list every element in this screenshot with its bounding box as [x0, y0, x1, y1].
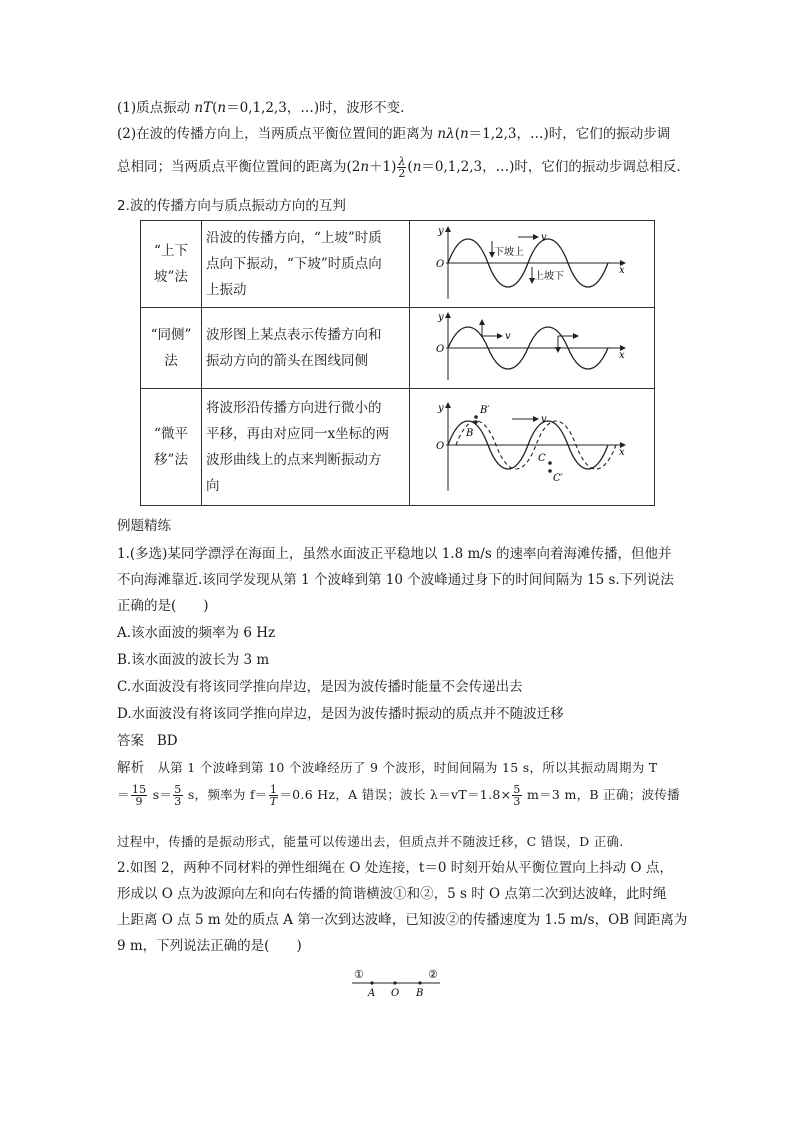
method-figure	[410, 389, 655, 506]
q2-line: 上距离 O 点 5 m 处的质点 A 第一次到达波峰，已知波②的传播速度为 1.5 m/s，OB 间距离为	[117, 912, 688, 928]
table-row	[141, 308, 655, 389]
rule-2-text: (2)在波的传播方向上，当两质点平衡位置间的距离为	[117, 126, 438, 142]
axis-x-label: x	[619, 447, 625, 458]
q1-answer	[117, 731, 178, 751]
analysis-label: 解析	[117, 760, 145, 776]
desc-line: 上振动	[206, 282, 247, 298]
fraction	[131, 784, 148, 807]
analysis-text: s，频率为 f＝	[187, 787, 268, 802]
axis-y-label: y	[438, 312, 444, 323]
frac-num: 5	[513, 783, 521, 796]
rule-1-n: n	[217, 100, 227, 116]
desc-line: 波形图上某点表示传播方向和	[206, 327, 382, 343]
desc-line: 沿波的传播方向，“上坡”时质	[206, 230, 382, 246]
method-name	[141, 389, 202, 506]
point-b-prime-label: B′	[480, 405, 490, 416]
rope-diagram	[340, 966, 450, 1002]
rule-2-paren: (	[454, 126, 460, 142]
method-name-line: 法	[164, 353, 178, 369]
point-b-label: B	[416, 988, 424, 999]
rule-1-paren: (	[212, 100, 218, 116]
rule-2	[117, 124, 670, 144]
method-description	[202, 221, 410, 308]
rule-3-plus: ＋1)	[369, 159, 397, 175]
rule-2-n: n	[459, 126, 469, 142]
q1-line: 正确的是( )	[117, 598, 209, 614]
frac-den: T	[269, 795, 278, 808]
examples-title: 例题精练	[117, 518, 171, 534]
rule-2-tail: ＝1,2,3，…)时，它们的振动步调	[468, 126, 671, 142]
rule-3	[117, 156, 681, 179]
point-c-prime-label: C′	[553, 473, 563, 484]
wave-2-label: ②	[428, 968, 438, 981]
point-o-label: O	[391, 988, 400, 999]
analysis-text: ＝0.6 Hz，A 错误；波长 λ＝vT＝1.8×	[279, 787, 512, 802]
rule-1	[117, 98, 404, 118]
answer-value: BD	[156, 733, 178, 749]
rule-1-text: (1)质点振动	[117, 100, 195, 116]
fraction	[173, 784, 182, 807]
desc-line: 振动方向的箭头在图线同侧	[206, 353, 368, 369]
frac-num: λ	[398, 155, 406, 168]
method-figure	[410, 221, 655, 308]
origin-label: O	[436, 441, 445, 452]
desc-line: 点向下振动，“下坡”时质点向	[206, 256, 382, 272]
rule-3-n2: n	[412, 159, 422, 175]
axis-x-label: x	[619, 350, 625, 361]
slope-label-up: 上坡下	[534, 271, 564, 282]
frac-den: 3	[513, 795, 521, 808]
frac-den: 2	[398, 167, 406, 180]
frac-den: 3	[174, 795, 182, 808]
section-2-title: 2.波的传播方向与质点振动方向的互判	[117, 198, 346, 214]
axis-x-label: x	[619, 265, 625, 276]
same-side-method-diagram	[410, 308, 654, 384]
method-name	[141, 308, 202, 389]
fraction	[269, 784, 279, 807]
q1-analysis-line: 过程中，传播的是振动形式，能量可以传递出去，但质点并不随波迁移，C 错误，D 正确.	[117, 834, 624, 849]
q1-analysis-line	[117, 758, 658, 778]
shift-method-diagram	[410, 389, 654, 501]
lambda-half-fraction	[397, 156, 406, 179]
method-description	[202, 389, 410, 506]
axis-y-label: y	[438, 403, 444, 414]
rule-2-nlambda: nλ	[437, 126, 455, 142]
analysis-text: m＝3 m，B 正确；波传播	[526, 787, 680, 802]
method-name	[141, 221, 202, 308]
rule-3-tail: ＝0,1,2,3，…)时，它们的振动步调总相反.	[421, 159, 681, 175]
analysis-text: 从第 1 个波峰到第 10 个波峰经历了 9 个波形，时间间隔为 15 s，所以其振动周期为 T	[157, 760, 658, 775]
desc-line: 波形曲线上的点来判断振动方	[206, 452, 382, 468]
rule-3-paren: (	[407, 159, 413, 175]
method-name-line: “上下	[154, 243, 188, 259]
frac-num: 15	[131, 783, 147, 796]
frac-num: 5	[174, 783, 182, 796]
table-row	[141, 389, 655, 506]
origin-label: O	[436, 344, 445, 355]
analysis-text: s＝	[152, 787, 173, 802]
q1-option-d: D.水面波没有将该同学推向岸边，是因为波传播时振动的质点并不随波迁移	[117, 706, 564, 722]
v-label: v	[505, 331, 511, 342]
desc-line: 平移，再由对应同一x坐标的两	[206, 426, 390, 442]
answer-label: 答案	[117, 733, 144, 749]
method-name-line: “同侧”	[150, 327, 192, 343]
point-a-label: A	[368, 988, 376, 999]
wave-1-label: ①	[354, 968, 364, 981]
q1-analysis-line	[117, 784, 680, 807]
rule-3-n: n	[360, 159, 370, 175]
q1-line: 不向海滩靠近.该同学发现从第 1 个波峰到第 10 个波峰通过身下的时间间隔为 15 s.下列说法	[117, 572, 674, 588]
point-c-label: C	[538, 453, 546, 464]
analysis-eq: ＝	[117, 787, 130, 802]
method-name-line: “微平	[154, 426, 188, 442]
method-figure	[410, 308, 655, 389]
rule-3-text: 总相同；当两质点平衡位置间的距离为(2	[117, 159, 361, 175]
method-name-line: 坡”法	[154, 269, 188, 285]
rule-1-nT: nT	[194, 100, 213, 116]
q2-line: 9 m，下列说法正确的是( )	[117, 938, 302, 954]
frac-den: 9	[135, 795, 143, 808]
method-name-line: 移”法	[154, 452, 188, 468]
methods-table	[140, 220, 655, 506]
fraction	[512, 784, 521, 807]
method-description	[202, 308, 410, 389]
q1-line: 1.(多选)某同学漂浮在海面上，虽然水面波正平稳地以 1.8 m/s 的速率向着海滩传播，但他并	[117, 546, 672, 562]
slope-label-down: 下坡上	[494, 247, 524, 258]
v-label: v	[541, 232, 547, 243]
frac-num: 1	[269, 783, 278, 796]
q1-option-c: C.水面波没有将该同学推向岸边，是因为波传播时能量不会传递出去	[117, 679, 523, 695]
origin-label: O	[436, 259, 445, 270]
desc-line: 将波形沿传播方向进行微小的	[206, 400, 382, 416]
q1-option-b: B.该水面波的波长为 3 m	[117, 652, 270, 668]
rule-1-tail: ＝0,1,2,3，…)时，波形不变.	[226, 100, 405, 116]
q2-line: 2.如图 2，两种不同材料的弹性细绳在 O 处连接，t＝0 时刻开始从平衡位置向上抖动 O 点，	[117, 860, 673, 876]
q2-line: 形成以 O 点为波源向左和向右传播的简谐横波①和②，5 s 时 O 点第二次到达波峰，此时绳	[117, 886, 667, 902]
table-row	[141, 221, 655, 308]
point-b-label: B	[466, 428, 474, 439]
slope-method-diagram	[410, 221, 654, 303]
q1-option-a: A.该水面波的频率为 6 Hz	[117, 625, 276, 641]
axis-y-label: y	[438, 226, 444, 237]
desc-line: 向	[206, 478, 220, 494]
v-label: v	[541, 414, 547, 425]
